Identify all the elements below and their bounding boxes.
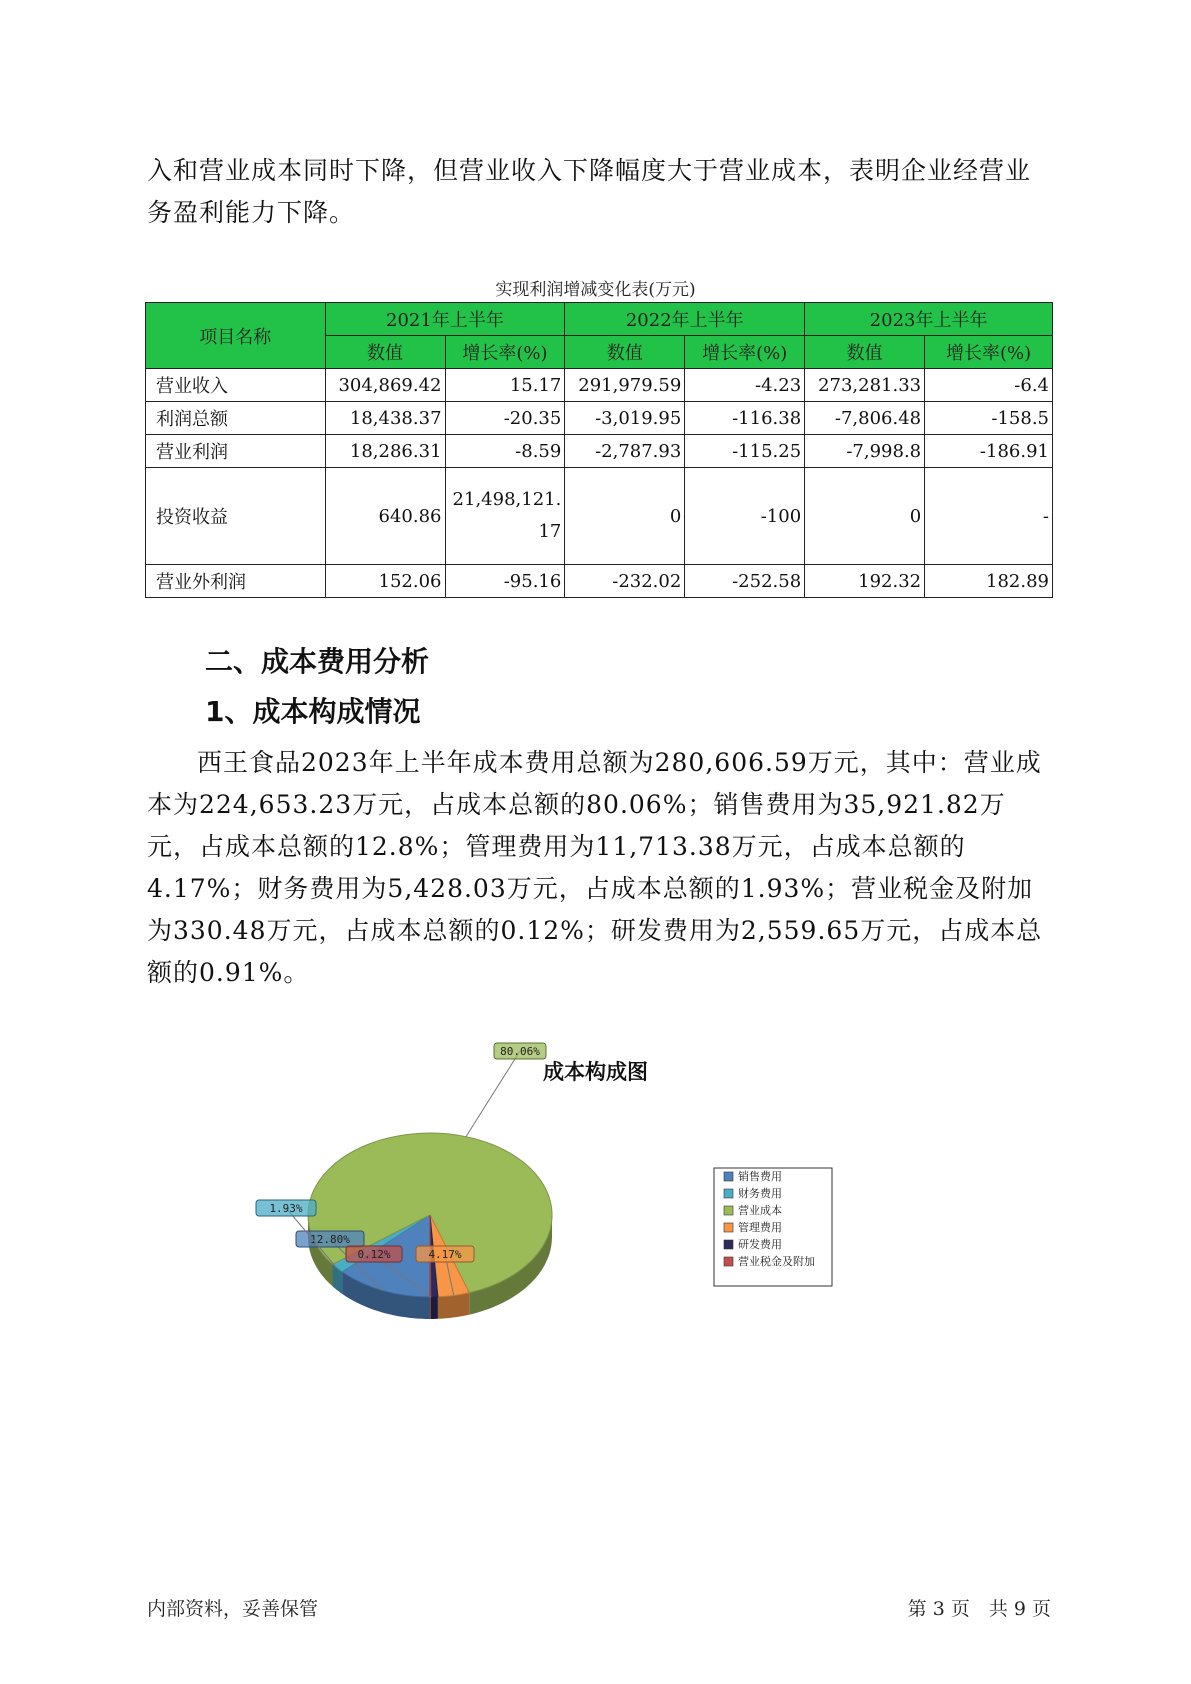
legend-label: 营业税金及附加 [738,1255,815,1268]
cost-paragraph: 西王食品2023年上半年成本费用总额为280,606.59万元，其中：营业成本为224,653.23万元，占成本总额的80.06%；销售费用为35,921.82万元，占成本总额的12.8%；管理费用为11,713.38万元，占成本总额的4.17%；财务费用为5,428.03万元，占成本总额的1.93%；营业税金及附加为330.48万元，占成本总额的0.12%；研发费用为2,559.65万元，占成本总额的0.91%。 [147,748,1043,987]
chart-legend [714,1168,832,1286]
table-cell: -95.16 [445,565,565,598]
pie-side-营业税金及附加 [430,1297,431,1319]
legend-label: 销售费用 [738,1170,782,1183]
legend-swatch [724,1223,733,1232]
table-cell: -8.59 [445,435,565,468]
table-cell: -252.58 [685,565,805,598]
table-cell: -7,998.8 [805,435,925,468]
header-item-name: 项目名称 [146,303,326,369]
sub-heading: 1、成本构成情况 [205,695,421,728]
table-caption: 实现利润增减变化表(万元) [495,280,696,300]
page-number: 第 3 页 共 9 页 [907,1598,1051,1620]
table-cell: 0 [805,468,925,565]
legend-label: 研发费用 [738,1238,782,1251]
legend-swatch [724,1172,733,1181]
table-cell: 291,979.59 [565,369,685,402]
table-cell: 640.86 [325,468,445,565]
table-cell: -4.23 [685,369,805,402]
legend-swatch [724,1206,733,1215]
row-name: 营业利润 [146,435,326,468]
pie-data-label: 80.06% [500,1045,540,1058]
pie-leader-line [466,1051,520,1137]
table-cell: 152.06 [325,565,445,598]
table-cell: 273,281.33 [805,369,925,402]
table-cell: -115.25 [685,435,805,468]
intro-paragraph: 入和营业成本同时下降，但营业收入下降幅度大于营业成本，表明企业经营业务盈利能力下降。 [147,156,1032,227]
pie-data-label: 12.80% [310,1233,350,1246]
table-cell: 18,286.31 [325,435,445,468]
table-cell: -2,787.93 [565,435,685,468]
table-cell: -116.38 [685,402,805,435]
row-name: 营业收入 [146,369,326,402]
table-cell: -6.4 [925,369,1053,402]
row-name: 投资收益 [146,468,326,565]
table-cell: -232.02 [565,565,685,598]
table-cell: 15.17 [445,369,565,402]
legend-label: 管理费用 [738,1221,782,1234]
header-year-2022: 2022年上半年 [565,303,805,336]
table-cell: 192.32 [805,565,925,598]
table-cell: 18,438.37 [325,402,445,435]
table-cell: 21,498,121.17 [445,468,565,565]
header-value: 数值 [805,336,925,369]
legend-swatch [724,1257,733,1266]
legend-swatch [724,1240,733,1249]
pie-data-label: 0.12% [357,1248,391,1261]
row-name: 营业外利润 [146,565,326,598]
table-cell: 182.89 [925,565,1053,598]
table-cell: 304,869.42 [325,369,445,402]
pie-data-label: 1.93% [269,1202,303,1215]
chart-title: 成本构成图 [543,1060,648,1084]
table-cell: - [925,468,1053,565]
header-year-2023: 2023年上半年 [805,303,1053,336]
table-cell: -158.5 [925,402,1053,435]
legend-label: 营业成本 [738,1204,782,1217]
header-growth: 增长率(%) [925,336,1053,369]
row-name: 利润总额 [146,402,326,435]
table-cell: -20.35 [445,402,565,435]
footer-note: 内部资料，妥善保管 [147,1598,319,1620]
table-cell: -7,806.48 [805,402,925,435]
header-growth: 增长率(%) [685,336,805,369]
legend-label: 财务费用 [738,1187,782,1200]
header-growth: 增长率(%) [445,336,565,369]
header-value: 数值 [565,336,685,369]
table-cell: 0 [565,468,685,565]
table-cell: -186.91 [925,435,1053,468]
section-heading: 二、成本费用分析 [205,645,430,678]
pie-data-label: 4.17% [428,1248,462,1261]
header-year-2021: 2021年上半年 [325,303,565,336]
table-cell: -3,019.95 [565,402,685,435]
legend-swatch [724,1189,733,1198]
table-cell: -100 [685,468,805,565]
pie-side-研发费用 [431,1297,438,1319]
header-value: 数值 [325,336,445,369]
